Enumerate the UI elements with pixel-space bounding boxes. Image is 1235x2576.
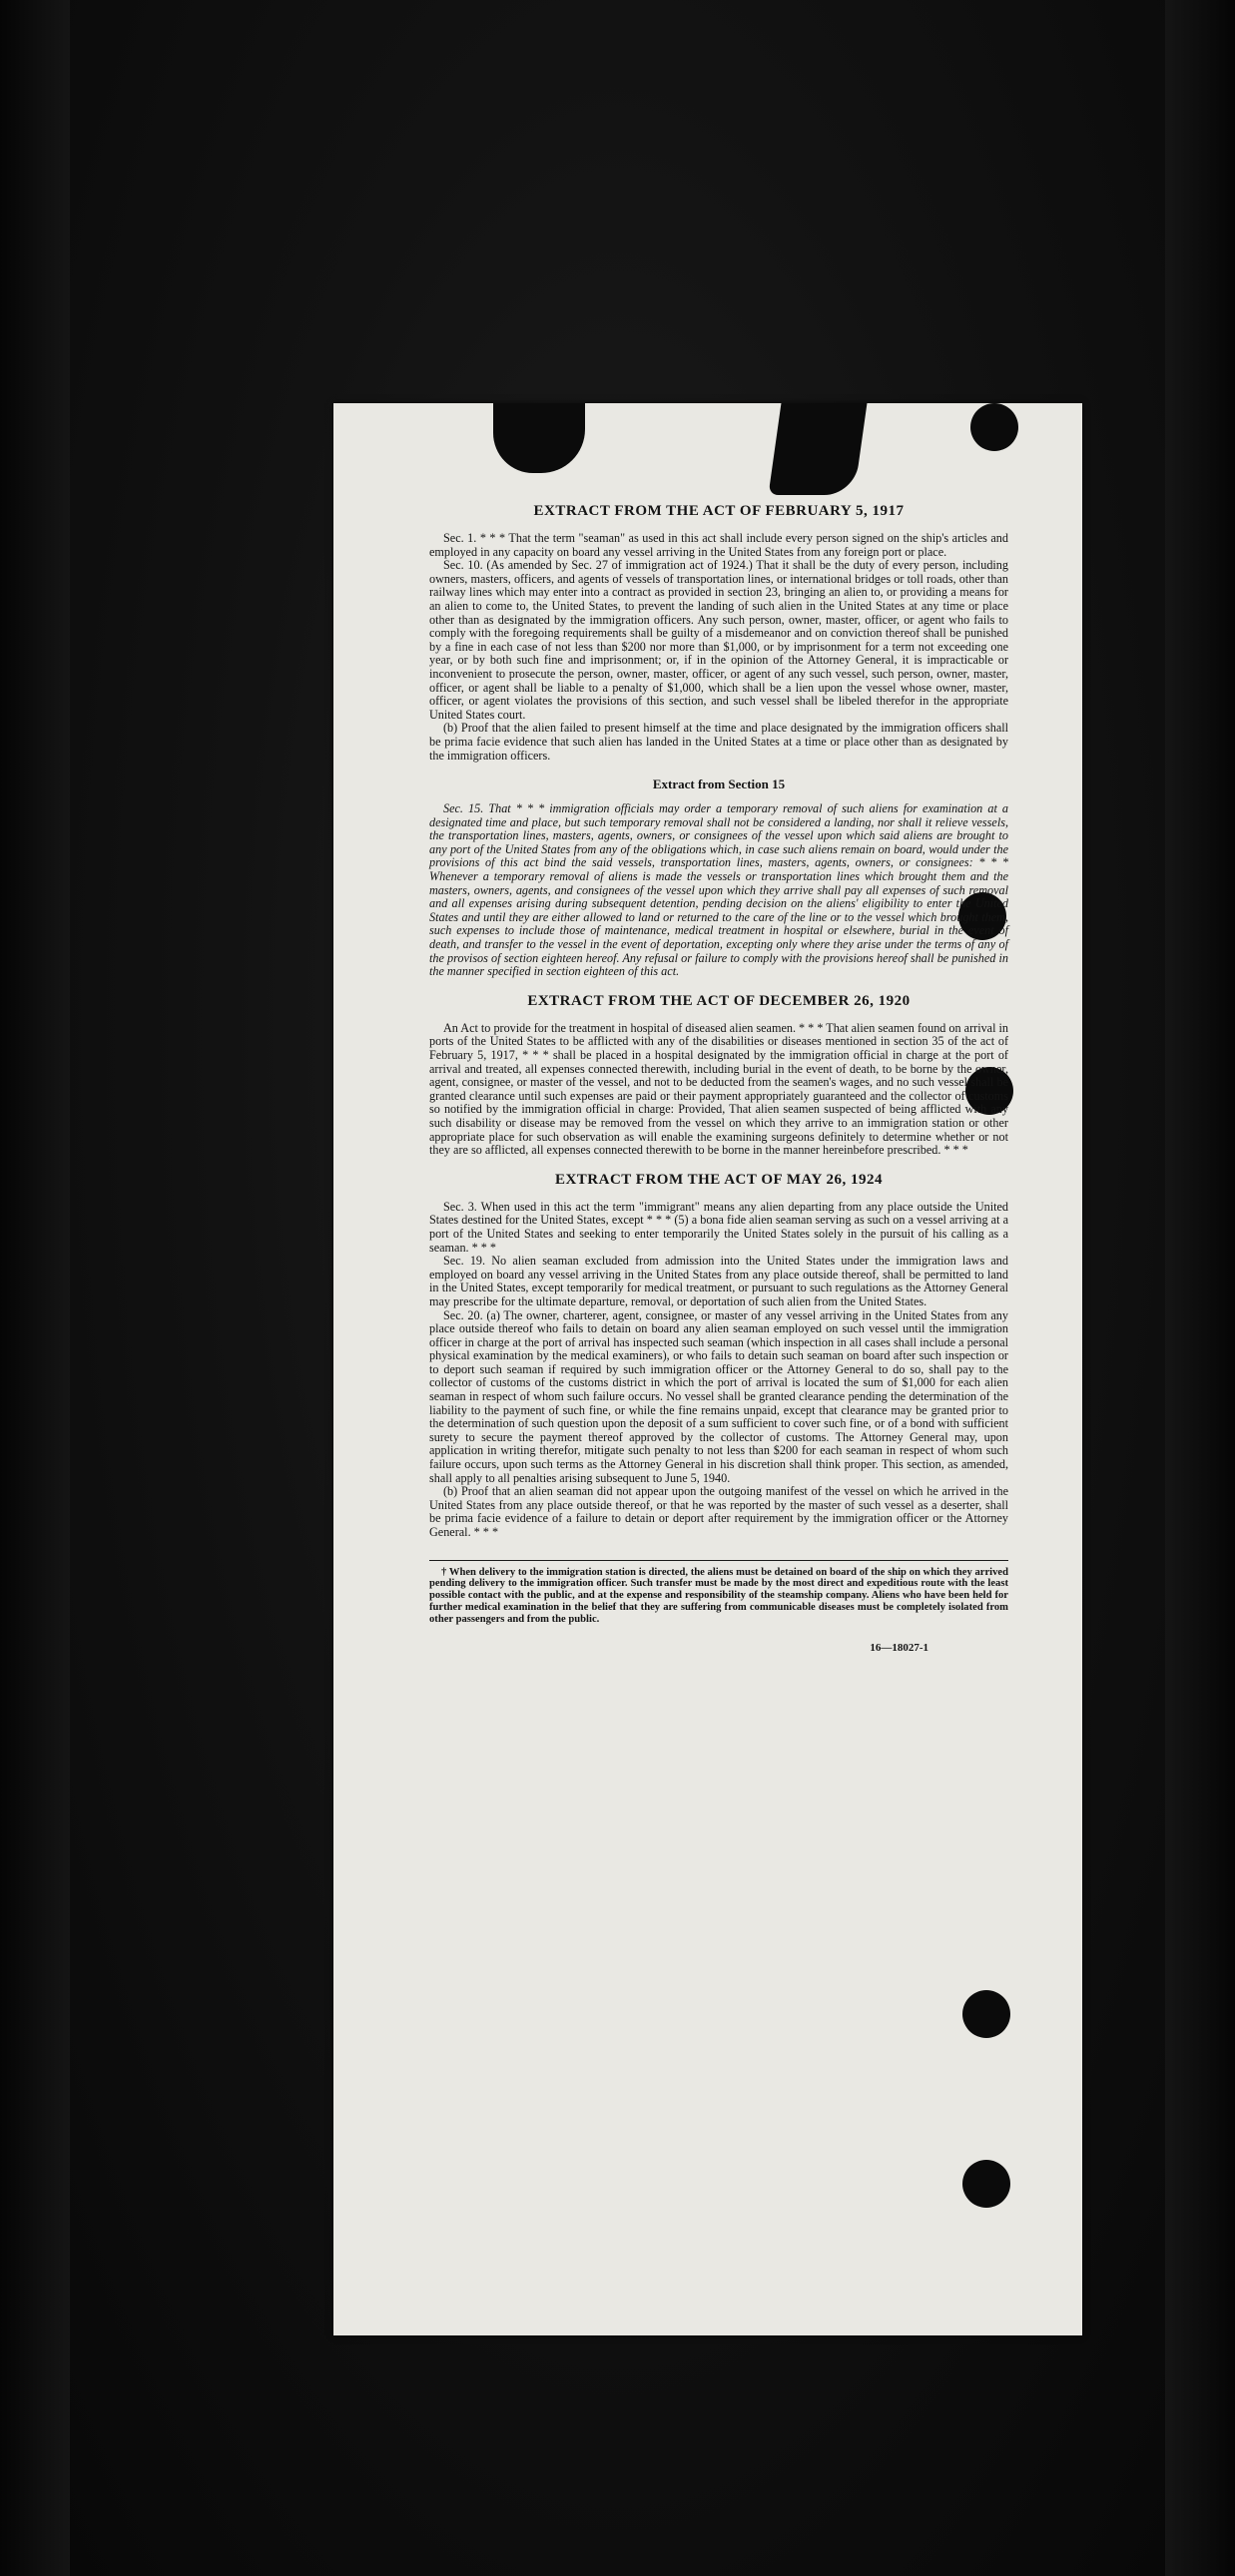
section-subheading: Extract from Section 15 — [652, 776, 786, 792]
footnote: † When delivery to the immigration station is directed, the aliens must be detained on board of the ship on which they arrived pending delivery to the immigration officer. Such transfer must be made by the most direct and expeditious route with the least possible contact with the public, and at the expense and responsibility of the steamship company. Aliens who have been held for further medical examination in the belief that they are suffering from communicable diseases must be completely isolated from other passengers and from the public. — [429, 1566, 1008, 1625]
punch-hole-lower-1 — [962, 1990, 1010, 2038]
section-heading: EXTRACT FROM THE ACT OF FEBRUARY 5, 1917 — [533, 503, 905, 519]
paragraph: An Act to provide for the treatment in hospital of diseased alien seamen. * * * That alien seamen found on arrival in ports of the United States to be afflicted with any of the disabilities or diseases mentioned in section 35 of the act of February 5, 1917, * * * shall be placed in a hospital designated by the immigration official in charge at the port of arrival and treated, all expenses connected therewith, including burial in the event of death, to be borne by the owner, agent, consignee, or master of the vessel, and not to be deducted from the seamen's wages, and no such vessel shall be granted clearance until such expenses are paid or their payment appropriately guaranteed and the collector of customs so notified by the immigration official in charge: Provided, That alien seamen suspected of being afflicted with any such disability or disease may be removed from the vessel on which they arrive to an immigration station or other appropriate place for such observation as will enable the examining surgeons definitely to determine whether or not they are so afflicted, all expenses connected therewith to be borne in the manner hereinbefore prescribed. * * * — [429, 1020, 1008, 1158]
section-act-1917 — [429, 503, 1008, 763]
paragraph: Sec. 1. * * * That the term "seaman" as used in this act shall include every person signed on the ship's articles and employed in any capacity on board any vessel arriving in the United States from any foreign port or place. — [429, 531, 1008, 559]
scan-edge-right — [1165, 0, 1235, 2576]
document-body — [429, 503, 1008, 1654]
form-number: 16—18027-1 — [870, 1641, 928, 1654]
paragraph: Sec. 3. When used in this act the term "immigrant" means any alien departing from any place outside the United States destined for the United States, except * * * (5) a bona fide alien seaman serving as such on a vessel arriving at a port of the United States and seeking to enter temporarily the United States solely in the pursuit of his calling as a seaman. * * * — [429, 1199, 1008, 1255]
scan-edge-left — [0, 0, 70, 2576]
paragraph: Sec. 20. (a) The owner, charterer, agent, consignee, or master of any vessel arriving in the United States from any place outside thereof who fails to detain on board any alien seaman employed on such vessel until the immigration officer in charge at the port of arrival has inspected such seaman (which inspection in all cases shall include a personal physical examination by the medical examiners), or who fails to detain such seaman on board after such inspection or to deport such seaman if required by such immigration officer or the Attorney General to do so, shall pay to the collector of customs of the customs district in which the port of arrival is located the sum of $1,000 for each alien seaman in respect of whom such failure occurs. No vessel shall be granted clearance pending the determination of the liability to the payment of such fine, or while the fine remains unpaid, except that clearance may be granted prior to the determination of such question upon the deposit of a sum sufficient to cover such fine, or of a bond with sufficient surety to secure the payment thereof approved by the collector of customs. The Attorney General may, upon application in writing therefor, mitigate such penalty to not less than $200 for each seaman in respect of whom such failure occurs, upon such terms as the Attorney General in his discretion shall think proper. This section, as amended, shall apply to all penalties arising subsequent to June 5, 1940. — [429, 1307, 1008, 1485]
paragraph: Sec. 15. That * * * immigration officials may order a temporary removal of such aliens for examination at a designated time and place, but such temporary removal shall not be considered a landing, nor shall it relieve vessels, the transportation lines, masters, agents, owners, or consignees of the vessel upon which said aliens are brought to any port of the United States from any of the obligations which, in case such aliens remain on board, would under the provisions of this act bind the said vessels, transportation lines, masters, agents, owners, or consignees: * * * Whenever a temporary removal of aliens is made the vessels or transportation lines which brought them and the masters, owners, agents, and consignees of the vessel upon which they arrive shall pay all expenses of such removal and all expenses arising during subsequent detention, pending decision on the aliens' eligibility to enter the United States and until they are either allowed to land or returned to the care of the line or to the vessel which brought them, such expenses to include those of maintenance, medical treatment in hospital or elsewhere, burial in the event of death, and transfer to the vessel in the event of deportation, excepting only where they arise under the terms of any of the provisos of section eighteen hereof. Any refusal or failure to comply with the provisions hereof shall be punished in the manner specified in section eighteen of this act. — [429, 801, 1008, 979]
section-act-1924 — [429, 1172, 1008, 1540]
punch-hole-lower-2 — [962, 2160, 1010, 2208]
paragraph: (b) Proof that an alien seaman did not appear upon the outgoing manifest of the vessel on which he arrived in the United States from any place outside thereof, or that he was reported by the master of such vessel as a deserter, shall be prima facie evidence of a failure to detain or deport after requirement by the immigration officer or the Attorney General. * * * — [429, 1484, 1008, 1539]
punch-hole-top-right — [970, 403, 1018, 451]
paragraph: Sec. 19. No alien seaman excluded from admission into the United States under the immigration laws and employed on board any vessel arriving in the United States from any place outside thereof, shall be permitted to land in the United States, except temporarily for medical treatment, or pursuant to such regulations as the Attorney General may prescribe for the ultimate departure, removal, or deportation of such alien from the United States. — [429, 1254, 1008, 1308]
section-heading: EXTRACT FROM THE ACT OF MAY 26, 1924 — [554, 1171, 884, 1188]
footnote-divider — [429, 1560, 1008, 1561]
document-page — [333, 403, 1082, 2335]
paragraph: (b) Proof that the alien failed to present himself at the time and place designated by the immigration officers shall be prima facie evidence that such alien has landed in the United States at a time or place other than as designated by the immigration officers. — [429, 721, 1008, 763]
torn-area-center — [769, 403, 868, 495]
section-heading: EXTRACT FROM THE ACT OF DECEMBER 26, 1920 — [527, 992, 911, 1009]
torn-area-left — [493, 403, 585, 473]
section-act-1920 — [429, 993, 1008, 1158]
section-extract-15 — [429, 776, 1008, 979]
paragraph: Sec. 10. (As amended by Sec. 27 of immigration act of 1924.) That it shall be the duty of every person, including owners, masters, officers, and agents of vessels of transportation lines, or international bridges or toll roads, other than railway lines which may enter into a contract as provided in section 23, bringing an alien to, or providing a means for an alien to come to, the United States, to prevent the landing of such alien in the United States at any time or place other than as designated by the immigration officers. Any such person, owner, master, officer, or agent who fails to comply with the foregoing requirements shall be guilty of a misdemeanor and on conviction thereof shall be punished by a fine in each case of not less than $200 nor more than $1,000, or by imprisonment for a term not exceeding one year, or by both such fine and imprisonment; or, if in the opinion of the Attorney General, it is impracticable or inconvenient to prosecute the person, owner, master, officer, or agent of any such vessel, such person, owner, master, officer, or agent shall be liable to a penalty of $1,000, which shall be a lien upon the vessel whose owner, master, officer, or agent violates the provisions of this section, and such vessel shall be libeled therefor in the appropriate United States court. — [429, 558, 1008, 722]
